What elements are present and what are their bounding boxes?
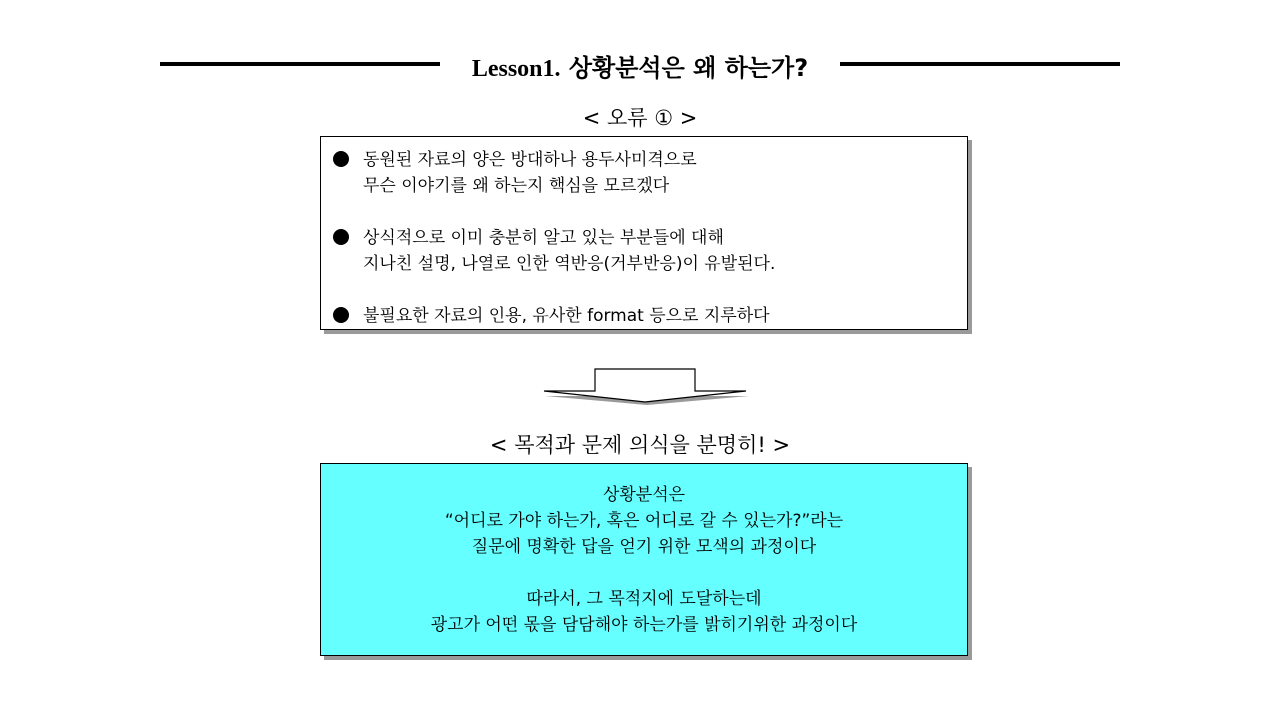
title-rule-left	[160, 62, 440, 66]
purpose-panel	[320, 463, 968, 656]
purpose-section-label: < 목적과 문제 의식을 분명히! >	[489, 433, 791, 457]
error-item	[333, 303, 955, 329]
title-rule-right	[840, 62, 1120, 66]
purpose-text-line: 상황분석은	[602, 485, 686, 505]
error-item-line: 상식적으로 이미 충분히 알고 있는 부분들에 대해	[363, 228, 724, 248]
slide-title-bar	[160, 44, 1120, 84]
error-item-line: 불필요한 자료의 인용, 유사한 format 등으로 지루하다	[363, 306, 770, 326]
paragraph-spacer	[331, 560, 957, 586]
error-item-line: 동원된 자료의 양은 방대하나 용두사미격으로	[363, 150, 697, 170]
error-item-line: 지나친 설명, 나열로 인한 역반응(거부반응)이 유발된다.	[363, 254, 776, 274]
errors-panel	[320, 136, 968, 330]
slide-title-lesson: Lesson1.	[471, 56, 561, 82]
purpose-text-line: “어디로 가야 하는가, 혹은 어디로 갈 수 있는가?”라는	[444, 511, 844, 531]
bullet-icon	[333, 151, 349, 167]
bullet-icon	[333, 307, 349, 323]
errors-section-label: < 오류 ① >	[582, 106, 698, 130]
slide-title-question: 상황분석은 왜 하는가?	[568, 54, 809, 82]
purpose-text-line: 따라서, 그 목적지에 도달하는데	[526, 589, 762, 609]
bullet-icon	[333, 229, 349, 245]
purpose-text-line: 광고가 어떤 몫을 담담해야 하는가를 밝히기위한 과정이다	[430, 615, 858, 635]
error-item-line: 무슨 이야기를 왜 하는지 핵심을 모르겠다	[363, 176, 670, 196]
down-arrow-icon	[540, 366, 754, 408]
purpose-text-line: 질문에 명확한 답을 얻기 위한 모색의 과정이다	[471, 537, 817, 557]
slide-title	[440, 48, 840, 83]
error-item	[333, 147, 955, 199]
error-item	[333, 225, 955, 277]
